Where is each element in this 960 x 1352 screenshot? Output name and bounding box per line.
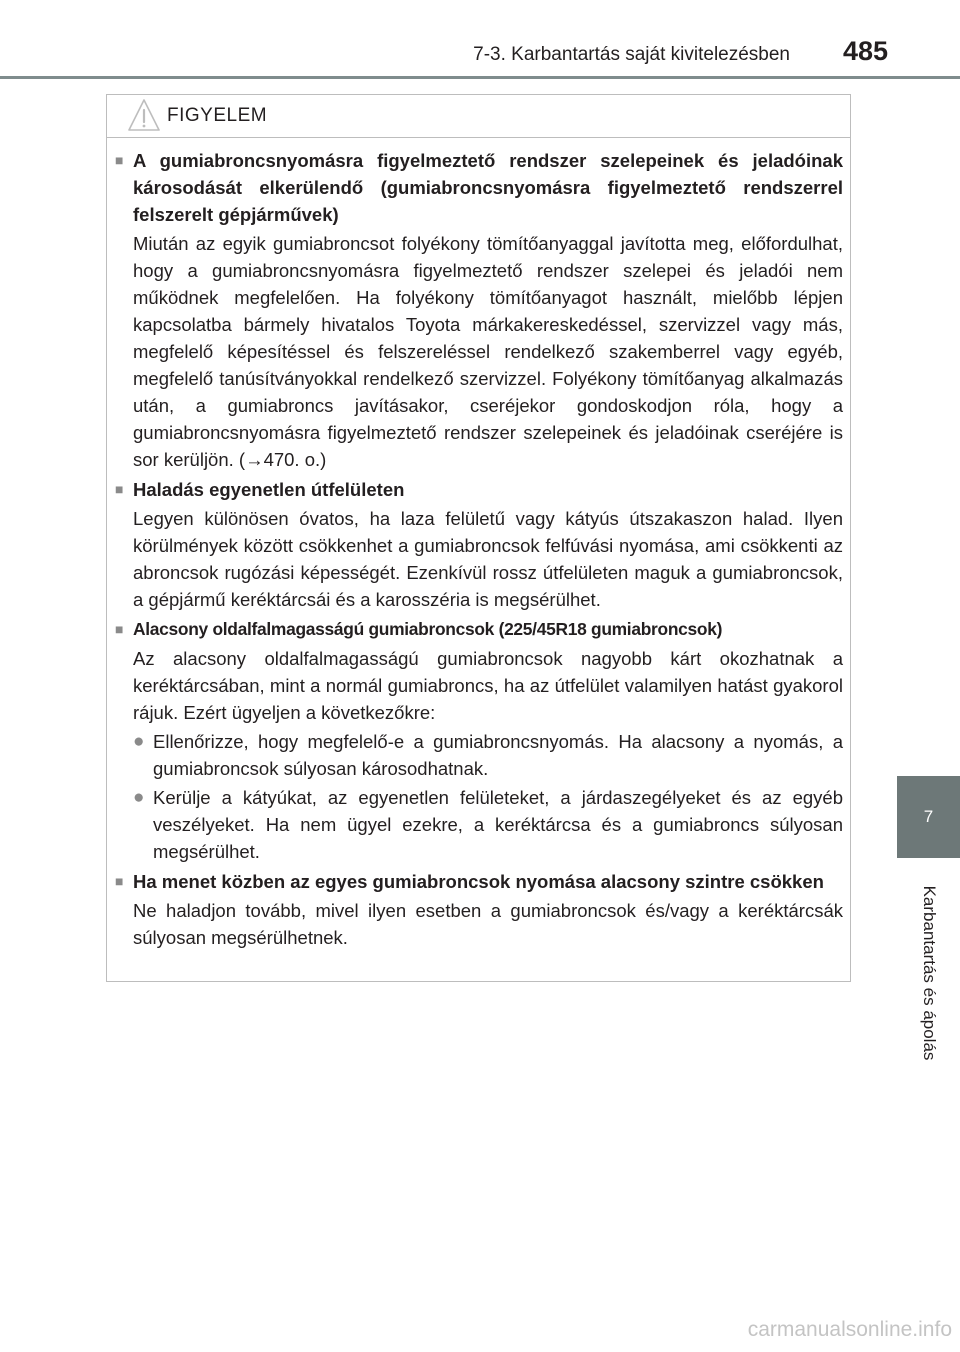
section-heading <box>115 868 843 895</box>
chapter-title: Karbantartás és ápolás <box>919 885 939 1060</box>
dot-bullet-icon: ● <box>133 787 145 808</box>
warning-section <box>115 616 843 865</box>
square-bullet-icon: ■ <box>115 481 124 497</box>
list-item-text: Kerülje a kátyúkat, az egyenetlen felületeket, a járdaszegélyeket és az egyéb veszélyeket. Ha nem ügyel ezekre, a keréktárcsa és a gumiabroncs súlyosan megsérülhet. <box>153 787 843 862</box>
chapter-title-wrap <box>897 860 960 1085</box>
list-item-text: Ellenőrizze, hogy megfelelő-e a gumiabroncsnyomás. Ha alacsony a nyomás, a gumiabroncsok súlyosan károsodhatnak. <box>153 731 843 779</box>
warning-section <box>115 868 843 951</box>
section-heading-text: Alacsony oldalfalmagasságú gumiabroncsok (225/45R18 gumiabroncsok) <box>133 619 723 639</box>
running-header: 7-3. Karbantartás saját kivitelezésben <box>473 44 790 65</box>
warning-header <box>107 95 850 138</box>
list-item <box>133 784 843 865</box>
section-heading <box>115 616 843 643</box>
section-heading <box>115 476 843 503</box>
warning-section <box>115 147 843 473</box>
chapter-tab[interactable] <box>897 776 960 858</box>
square-bullet-icon: ■ <box>115 873 124 889</box>
warning-box <box>106 94 851 982</box>
warning-triangle-icon <box>127 97 161 133</box>
warning-body <box>115 147 843 954</box>
warning-section <box>115 476 843 613</box>
header-divider <box>0 76 960 79</box>
watermark: carmanualsonline.info <box>747 1318 952 1341</box>
list-item <box>133 728 843 782</box>
warning-title: FIGYELEM <box>167 105 268 126</box>
section-heading-text: A gumiabroncsnyomásra figyelmeztető rendszer szelepeinek és jeladóinak károsodását elkerülendő (gumiabroncsnyomásra figyelmeztető rendszerrel felszerelt gépjárművek) <box>133 150 843 225</box>
chapter-number: 7 <box>923 807 934 826</box>
dot-bullet-icon: ● <box>133 731 145 752</box>
page-number: 485 <box>842 36 888 66</box>
section-heading-text: Haladás egyenetlen útfelületen <box>133 479 405 500</box>
square-bullet-icon: ■ <box>115 152 124 168</box>
section-heading-text: Ha menet közben az egyes gumiabroncsok nyomása alacsony szintre csökken <box>133 871 824 892</box>
section-paragraph: Ne haladjon tovább, mivel ilyen esetben a gumiabroncsok és/vagy a keréktárcsák súlyosan megsérülhetnek. <box>133 900 843 948</box>
section-paragraph: Az alacsony oldalfalmagasságú gumiabroncsok nagyobb kárt okozhatnak a keréktárcsában, mint a normál gumiabroncs, ha az útfelület valamilyen hatást gyakorol rájuk. Ezért ügyeljen a következőkre: <box>133 648 843 723</box>
section-heading <box>115 147 843 228</box>
section-paragraph: Legyen különösen óvatos, ha laza felületű vagy kátyús útszakaszon halad. Ilyen körülmények között csökkenhet a gumiabroncsok felfúvási nyomása, ami csökkenti az abroncsok rugózási képességét. Ezenkívül rossz útfelületen maguk a gumiabroncsok, a gépjármű keréktárcsái és a karosszéria is megsérülhet. <box>133 508 843 610</box>
square-bullet-icon: ■ <box>115 621 124 637</box>
section-paragraph: Miután az egyik gumiabroncsot folyékony tömítőanyaggal javította meg, előfordulhat, hogy a gumiabroncsnyomásra figyelmeztető rendszer szelepei és jeladói nem működnek megfelelően. Ha folyékony tömítőanyagot használt, mielőbb lépjen kapcsolatba bármely hivatalos Toyota márkakereskedéssel, szervizzel vagy más, megfelelő képesítéssel és felszereléssel rendelkező szakemberrel vagy egyéb, megfelelő tanúsítványokkal rendelkező szervizzel. Folyékony tömítőanyag alkalmazás után, a gumiabroncs javításakor, cseréjekor gondoskodjon róla, hogy a gumiabroncsnyomásra figyelmeztető rendszer szelepeinek és jeladóinak cseréjére is sor kerüljön. (→470. o.) <box>133 233 843 470</box>
